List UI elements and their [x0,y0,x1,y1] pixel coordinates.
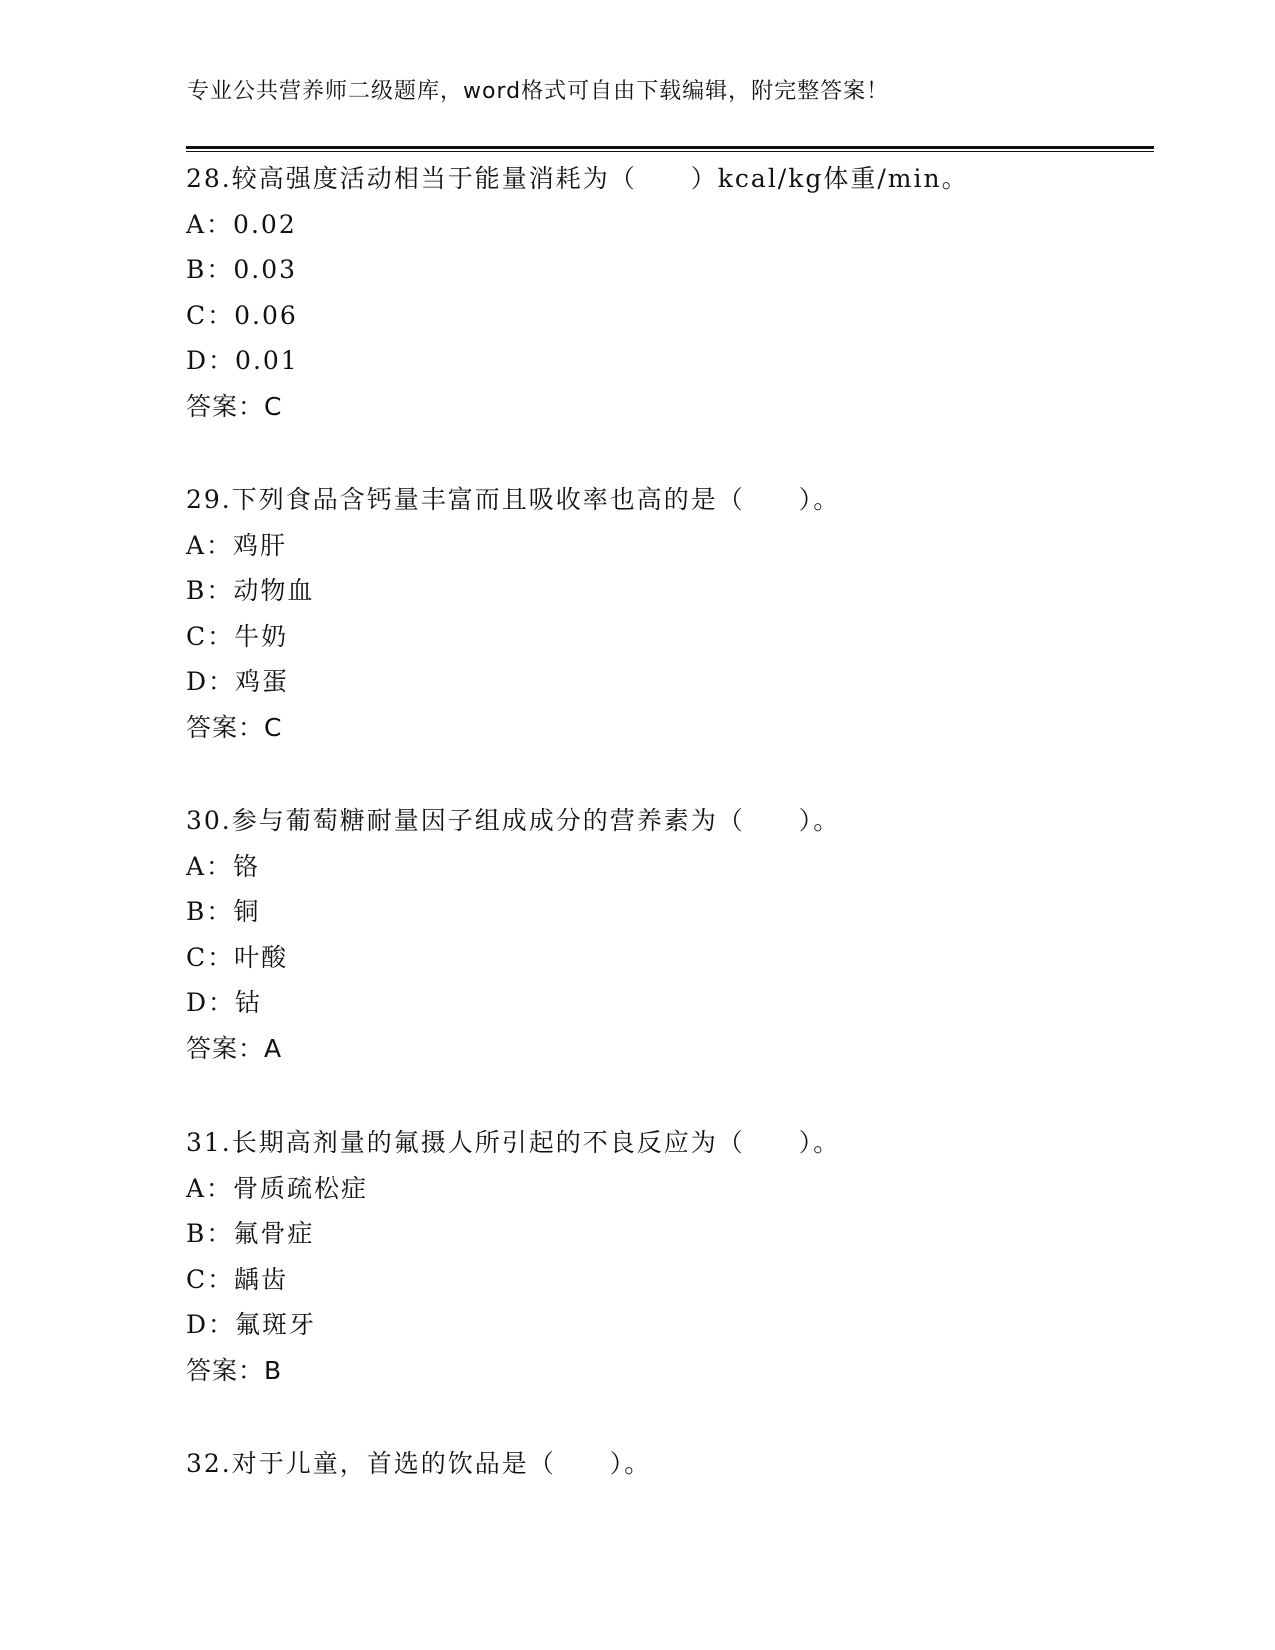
option-d: D：钴 [186,988,263,1017]
option-d: D：0.01 [186,346,299,375]
answer: 答案：C [186,391,283,421]
option-b: B：氟骨症 [186,1219,315,1248]
question-stem: 32.对于儿童，首选的饮品是（ ）。 [186,1449,652,1478]
question-31 [186,1120,1166,1393]
option-d: D：氟斑牙 [186,1310,317,1339]
answer: 答案：C [186,712,283,742]
question-28 [186,156,1166,429]
question-stem: 30.参与葡萄糖耐量因子组成成分的营养素为（ ）。 [186,806,841,835]
option-c: C：牛奶 [186,621,289,651]
answer: 答案：A [186,1033,283,1063]
option-c: C：龋齿 [186,1264,289,1294]
question-stem: 28.较高强度活动相当于能量消耗为（ ）kcal/kg体重/min。 [186,164,969,193]
answer: 答案：B [186,1355,283,1385]
question-29 [186,477,1166,750]
page-header: 专业公共营养师二级题库，word格式可自由下载编辑，附完整答案！ [187,79,890,104]
question-stem: 29.下列食品含钙量丰富而且吸收率也高的是（ ）。 [186,485,841,514]
question-stem: 31.长期高剂量的氟摄人所引起的不良反应为（ ）。 [186,1128,841,1157]
option-c: C：叶酸 [186,942,289,972]
option-b: B：铜 [186,897,261,926]
question-30 [186,798,1166,1071]
option-a: A：0.02 [186,209,297,239]
header-rule-thick [186,146,1154,149]
header-rule-thin [186,151,1154,152]
option-b: B：动物血 [186,576,315,605]
option-d: D：鸡蛋 [186,667,290,696]
option-b: B：0.03 [186,255,298,284]
option-a: A：鸡肝 [186,530,288,560]
option-a: A：骨质疏松症 [186,1173,369,1203]
option-c: C：0.06 [186,300,298,330]
question-32 [186,1441,1166,1487]
option-a: A：铬 [186,851,261,881]
